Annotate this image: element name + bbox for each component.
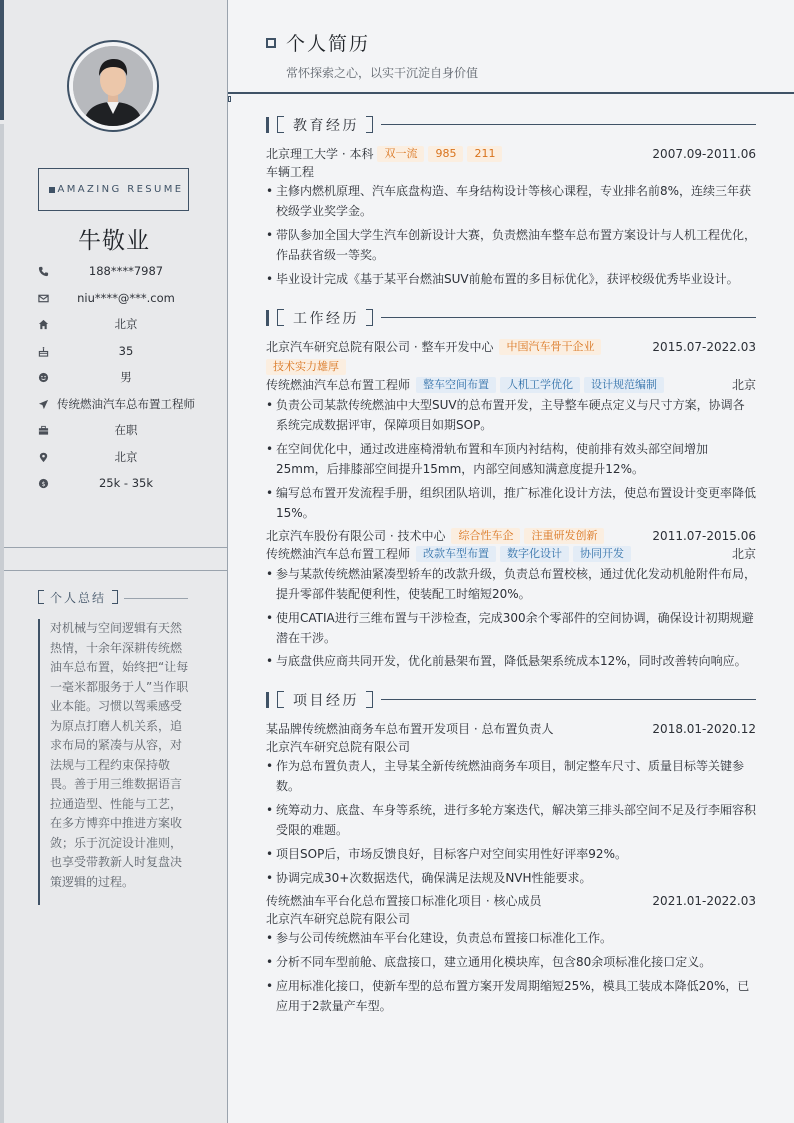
bracket-left-icon [38, 590, 44, 604]
school-tag: 双一流 [377, 146, 424, 162]
summary-text: 对机械与空间逻辑有天然热情，十余年深耕传统燃油车总布置，始终把“让每一毫米都服务于人”当作职业本能。习惯以驾乘感受为原点打磨人机关系，追求布局的紧凑与从容，对法规与工程约束保持敬畏。善于用三维数据语言拉通造型、性能与工艺，在多方博弈中推进方案收敛；乐于沉淀设计准则，也享受带教新人时复盘决策逻辑的过程。 [38, 619, 190, 905]
bracket-right-icon [366, 116, 373, 133]
list-item: • 参与某款传统燃油紧凑型轿车的改款升级，负责总布置校核，通过优化发动机舱附件布局，提升零部件装配便利性，使装配工时缩短20%。 [266, 564, 756, 604]
contact-age [38, 342, 198, 366]
sidebar [0, 0, 228, 1123]
contact-home [38, 315, 198, 339]
list-item: • 项目SOP后，市场反馈良好，目标客户对空间实用性好评率92%。 [266, 844, 756, 864]
role-tag: 人机工学优化 [500, 377, 580, 393]
section-heading-education [266, 116, 756, 134]
role-tag: 整车空间布置 [416, 377, 496, 393]
section-title: 教育经历 [293, 118, 359, 134]
list-item: • 作为总布置负责人，主导某全新传统燃油商务车项目，制定整车尺寸、质量目标等关键参数。 [266, 756, 756, 796]
school-tag: 211 [467, 146, 502, 162]
company-tag: 注重研发创新 [524, 528, 604, 544]
sidebar-divider [4, 570, 227, 571]
project-row [266, 720, 756, 738]
project-org: 北京汽车研究总院有限公司 [266, 912, 411, 926]
badge-text: AMAZING RESUME [57, 183, 184, 195]
section-bar-icon [266, 310, 269, 326]
list-item: • 编写总布置开发流程手册，组织团队培训，推广标准化设计方法，使总布置设计变更率降低15%。 [266, 483, 756, 523]
title-square-icon [266, 38, 276, 48]
list-item: • 协调完成30+次数据迭代，确保满足法规及NVH性能要求。 [266, 868, 756, 888]
job-city: 北京 [731, 547, 756, 561]
page-subtitle: 常怀探索之心，以实干沉淀自身价值 [286, 66, 479, 80]
section-rule [381, 317, 756, 318]
contact-value: 在职 [114, 423, 138, 437]
section-title: 项目经历 [293, 693, 359, 709]
header-rule [228, 92, 794, 94]
list-item: • 分析不同车型前舱、底盘接口，建立通用化模块库，包含80余项标准化接口定义。 [266, 952, 756, 972]
svg-text:$: $ [41, 479, 46, 488]
cake-icon [38, 346, 50, 358]
section-rule [381, 124, 756, 125]
section-bar-icon [266, 117, 269, 133]
list-item: • 统筹动力、底盘、车身等系统，进行多轮方案迭代，解决第三排头部空间不足及行李厢容积受限的难题。 [266, 800, 756, 840]
person-photo-icon [73, 46, 153, 126]
phone-icon [38, 266, 50, 278]
education-date: 2007.09-2011.06 [652, 147, 756, 161]
contact-value: 传统燃油汽车总布置工程师 [57, 396, 195, 411]
header-marker [228, 96, 231, 102]
money-icon [38, 478, 50, 490]
role-tag: 设计规范编制 [584, 377, 664, 393]
section-bar-icon [266, 692, 269, 708]
bracket-right-icon [366, 691, 373, 708]
project-org: 北京汽车研究总院有限公司 [266, 740, 411, 754]
contact-value: 男 [120, 370, 132, 384]
job-role-row [266, 545, 756, 563]
bracket-right-icon [366, 309, 373, 326]
job-role-row [266, 376, 756, 394]
education-row [266, 145, 756, 163]
section-heading-projects [266, 691, 756, 709]
company-name: 北京汽车研究总院有限公司 · 整车开发中心 [266, 340, 494, 354]
bracket-left-icon [277, 116, 284, 133]
mail-icon [38, 293, 50, 305]
sidebar-divider [4, 547, 227, 548]
summary-title: 个人总结 [50, 591, 107, 605]
project-name: 传统燃油车平台化总布置接口标准化项目 · 核心成员 [266, 894, 542, 908]
briefcase-icon [38, 425, 50, 437]
contact-value: 北京 [114, 449, 138, 464]
contact-position [38, 395, 198, 419]
contact-value: 25k - 35k [98, 476, 154, 490]
list-item: • 应用标准化接口，使新车型的总布置方案开发周期缩短25%，模具工装成本降低20%，已应用于2款量产车型。 [266, 976, 756, 1016]
project-date: 2021.01-2022.03 [652, 894, 756, 908]
heading-rule [124, 598, 188, 599]
job-tag-row [266, 359, 756, 377]
bracket-right-icon [112, 590, 118, 604]
list-item: • 主修内燃机原理、汽车底盘构造、车身结构设计等核心课程，专业排名前8%，连续三年获校级学业奖学金。 [266, 181, 756, 221]
section-heading-work [266, 309, 756, 327]
list-item: • 负责公司某款传统燃油中大型SUV的总布置开发，主导整车硬点定义与尺寸方案，协调各系统完成数据评审，保障项目如期SOP。 [266, 395, 756, 435]
contact-value: 北京 [114, 317, 138, 331]
contact-location [38, 448, 198, 472]
school-tag: 985 [428, 146, 463, 162]
company-tag: 中国汽车骨干企业 [499, 339, 601, 355]
job-city: 北京 [731, 378, 756, 392]
summary-heading [38, 590, 188, 606]
list-item: • 与底盘供应商共同开发，优化前悬架布置，降低悬架系统成本12%，同时改善转向响应。 [266, 651, 756, 671]
company-tag: 技术实力雄厚 [266, 359, 346, 375]
location-icon [38, 452, 50, 464]
school-name: 北京理工大学 · 本科 [266, 147, 374, 161]
home-icon [38, 319, 50, 331]
project-date: 2018.01-2020.12 [652, 722, 756, 736]
company-tag: 综合性车企 [451, 528, 520, 544]
avatar [73, 46, 153, 126]
job-role: 传统燃油汽车总布置工程师 [266, 378, 411, 392]
section-rule [381, 699, 756, 700]
job-role: 传统燃油汽车总布置工程师 [266, 547, 411, 561]
list-item: • 参与公司传统燃油车平台化建设，负责总布置接口标准化工作。 [266, 928, 756, 948]
list-item: • 毕业设计完成《基于某平台燃油SUV前舱布置的多目标优化》，获评校级优秀毕业设计。 [266, 269, 756, 289]
project-name: 某品牌传统燃油商务车总布置开发项目 · 总布置负责人 [266, 722, 554, 736]
job-row [266, 338, 756, 356]
project-row [266, 892, 756, 910]
contact-email [38, 289, 198, 313]
send-icon [38, 399, 50, 411]
role-tag: 改款车型布置 [416, 546, 496, 562]
contact-value: 188****7987 [88, 264, 164, 278]
contact-phone [38, 262, 198, 286]
role-tag: 数字化设计 [500, 546, 569, 562]
contact-status [38, 421, 198, 445]
bracket-left-icon [277, 691, 284, 708]
contact-value: niu****@***.com [77, 290, 175, 305]
contact-value: 35 [118, 343, 134, 358]
contact-salary [38, 474, 198, 498]
contact-list [38, 262, 198, 501]
person-name: 牛敬业 [78, 228, 150, 254]
job-date: 2011.07-2015.06 [652, 529, 756, 543]
sidebar-edge [0, 124, 4, 1123]
section-title: 工作经历 [293, 311, 359, 327]
company-name: 北京汽车股份有限公司 · 技术中心 [266, 529, 446, 543]
badge-square-icon [49, 187, 55, 193]
sidebar-accent-bar [0, 0, 4, 120]
list-item: • 带队参加全国大学生汽车创新设计大赛，负责燃油车整车总布置方案设计与人机工程优化，作品获省级一等奖。 [266, 225, 756, 265]
job-row [266, 527, 756, 545]
resume-badge [38, 168, 189, 211]
smile-icon [38, 372, 50, 384]
job-date: 2015.07-2022.03 [652, 340, 756, 354]
bracket-left-icon [277, 309, 284, 326]
role-tag: 协同开发 [573, 546, 631, 562]
page-title: 个人简历 [286, 33, 371, 55]
avatar-ring [67, 40, 159, 132]
list-item: • 在空间优化中，通过改进座椅滑轨布置和车顶内衬结构，使前排有效头部空间增加25mm，后排膝部空间提升15mm，内部空间感知满意度提升12%。 [266, 439, 756, 479]
list-item: • 使用CATIA进行三维布置与干涉检查，完成300余个零部件的空间协调，确保设计初期规避潜在干涉。 [266, 608, 756, 648]
contact-gender [38, 368, 198, 392]
education-major: 车辆工程 [266, 165, 315, 179]
